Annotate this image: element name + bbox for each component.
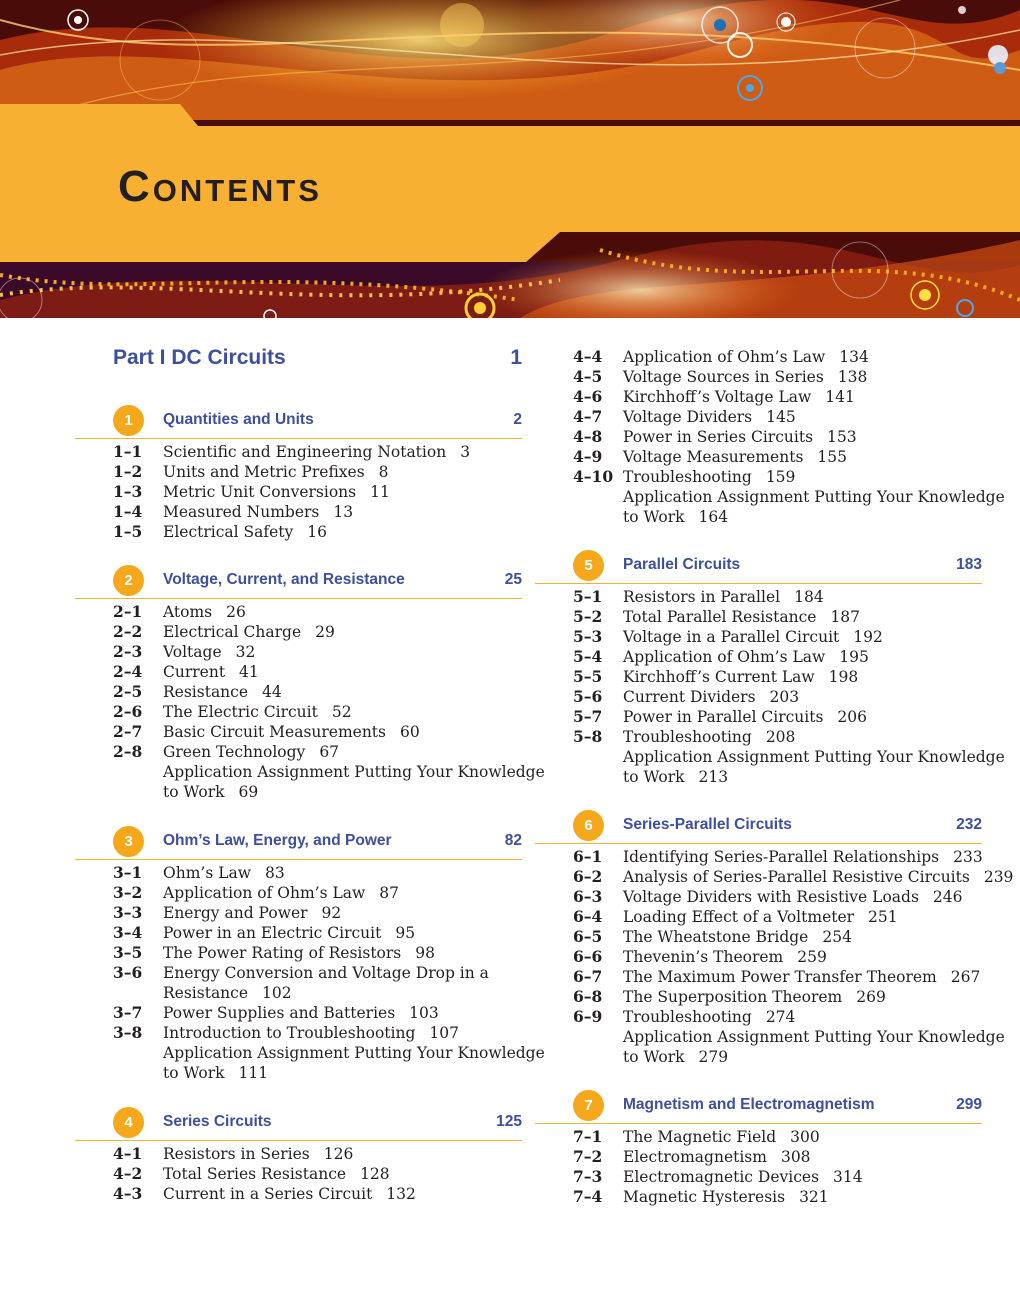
chapter-page-number: 232 bbox=[956, 816, 982, 833]
chapter-heading-6 bbox=[535, 810, 982, 844]
chapter-page-number: 183 bbox=[956, 556, 982, 573]
chapter-number-badge: 4 bbox=[113, 1107, 144, 1138]
chapter-number-badge: 1 bbox=[113, 405, 144, 436]
chapter-number-badge: 2 bbox=[113, 565, 144, 596]
chapter-title: Magnetism and Electromagnetism bbox=[623, 1096, 875, 1113]
chapter-page-number: 299 bbox=[956, 1096, 982, 1113]
chapter-heading-2 bbox=[75, 565, 522, 599]
chapter-title: Series-Parallel Circuits bbox=[623, 816, 792, 833]
chapter-heading-7 bbox=[535, 1090, 982, 1124]
chapter-number-badge: 5 bbox=[573, 550, 604, 581]
chapter-title: Parallel Circuits bbox=[623, 556, 741, 573]
chapter-heading-3 bbox=[75, 826, 522, 860]
chapter-page-number: 2 bbox=[513, 411, 522, 428]
chapter-title: Voltage, Current, and Resistance bbox=[163, 571, 405, 588]
chapter-heading-5 bbox=[535, 550, 982, 584]
chapter-title: Series Circuits bbox=[163, 1113, 272, 1130]
chapter-page-number: 82 bbox=[504, 832, 522, 849]
header-banner bbox=[0, 0, 1020, 318]
page-title: Contents bbox=[118, 162, 322, 211]
chapter-page-number: 125 bbox=[496, 1113, 522, 1130]
chapter-number-badge: 3 bbox=[113, 826, 144, 857]
chapter-heading-1 bbox=[75, 405, 522, 439]
chapter-number-badge: 6 bbox=[573, 810, 604, 841]
chapter-heading-4 bbox=[75, 1107, 522, 1141]
part-title: Part I DC Circuits bbox=[113, 346, 286, 369]
part-page-number: 1 bbox=[510, 346, 522, 369]
chapter-title: Ohm’s Law, Energy, and Power bbox=[163, 832, 392, 849]
chapter-page-number: 25 bbox=[504, 571, 522, 588]
chapter-title: Quantities and Units bbox=[163, 411, 314, 428]
chapter-number-badge: 7 bbox=[573, 1090, 604, 1121]
